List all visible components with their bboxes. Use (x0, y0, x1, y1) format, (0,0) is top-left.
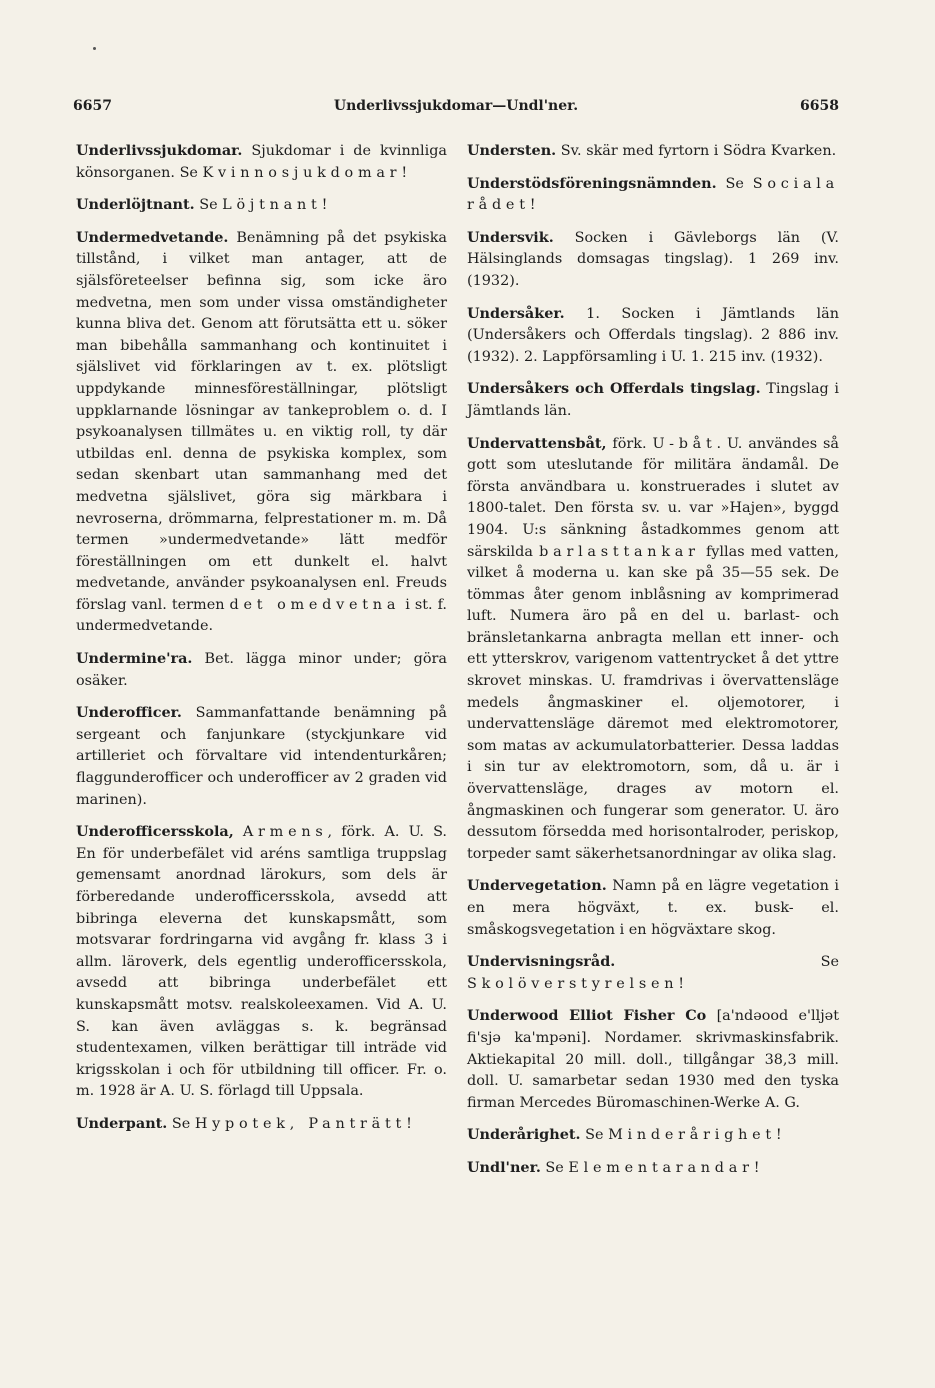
cross-reference: Minderårighet (608, 1127, 776, 1144)
headword: Underlivssjukdomar. (76, 142, 243, 159)
entry-undervegetation (467, 875, 839, 941)
entry-undersakers-tingslag (467, 378, 839, 422)
spaced-term: det omedvetna (229, 596, 401, 613)
entry-text: Sjukdomar i de kvinnliga könsorganen. Se (76, 143, 447, 181)
headword: Undermine'ra. (76, 650, 193, 668)
entry-text: ! (775, 1127, 782, 1144)
entry-text: Se (716, 175, 753, 192)
right-column (467, 140, 839, 1190)
left-column (76, 140, 447, 1146)
entry-text: ! (321, 197, 328, 214)
headword: Undersåkers och Offerdals tingslag. (467, 380, 761, 398)
entry-undiner (467, 1157, 839, 1180)
entry-undervattensbat (467, 433, 839, 866)
entry-underminera (76, 648, 447, 692)
entry-understen (467, 140, 839, 163)
entry-underarighet (467, 1124, 839, 1147)
headword: Undervisningsråd. (467, 953, 616, 971)
entry-text: ! (401, 164, 408, 181)
entry-underlojtnant (76, 194, 447, 217)
speck-mark (93, 47, 96, 50)
headword: Underårighet. (467, 1126, 581, 1144)
entry-text: Namn på en lägre vegetation i en mera högväxt, t. ex. busk- el. småskogsvegetation i en högväxtare skog. (467, 878, 839, 938)
entry-text: Bet. lägga minor under; göra osäker. (76, 651, 447, 689)
entry-undersvik (467, 227, 839, 293)
entry-text: 1. Socken i Jämtlands län (Undersåkers och Offerdals tingslag). 2 886 inv. (1932). 2. Lappförsamling i U. 1. 215 inv. (1932). (467, 305, 839, 365)
entry-text: ! (406, 1115, 412, 1132)
entry-underofficer (76, 702, 447, 811)
entry-text: förk. (606, 435, 653, 452)
entry-underofficersskola (76, 821, 447, 1103)
entry-text: Socken i Gävleborgs län (V. Hälsinglands domsagas tingslag). 1 269 inv. (1932). (467, 229, 839, 289)
entry-text: ! (529, 197, 536, 214)
entry-underlivssjukdomar (76, 140, 447, 184)
entry-text: Se (167, 1115, 195, 1132)
entry-text: Tingslag i Jämtlands län. (467, 381, 839, 419)
spaced-term: Armens (242, 824, 328, 841)
entry-text: Se (580, 1127, 609, 1144)
spaced-term: barlasttankar (539, 543, 700, 560)
cross-reference: Sociala rådet (467, 175, 839, 214)
headword: Understödsföreningsnämnden. (467, 174, 717, 192)
entry-text: ! (678, 975, 685, 992)
cross-reference: Löjtnant (222, 197, 322, 214)
headword: Underofficersskola, (76, 823, 234, 841)
page-number-left: 6657 (73, 98, 112, 114)
entry-understodsforeningsnamnden (467, 173, 839, 217)
page-number-right: 6658 (800, 98, 839, 114)
spaced-term: U-båt (652, 435, 717, 452)
headword: Underlöjtnant. (76, 196, 195, 214)
headword: Undervegetation. (467, 877, 607, 895)
headword: Underpant. (76, 1114, 168, 1132)
entry-text: . U. användes så gott som uteslutande för militära ändamål. De första användbara u. konstruerades i slutet av 1800-talet. Den första sv. u. var »Hajen», byggd 1904. U:s sänkning åstadkommes genom att särskilda (467, 435, 840, 560)
entry-text: , förk. A. U. S. En för underbefälet vid aréns samtliga truppslag gemensamt anordnad lärokurs, som dels är förberedande underofficersskola, avsedd att bibringa eleverna det kunskapsmått, som motsvarar fordringarna vid avgång fr. klass 3 i allm. läroverk, dels egentlig underofficersskola, avsedd att bibringa underbefälet ett kunskapsmått motsv. realskoleexamen. Vid A. U. S. kan även avläggas s. k. begränsad studentexamen, vilken berättigar till inträde vid krigsskolan i och för utbildning till officer. Fr. o. m. 1928 är A. U. S. förlagd till Uppsala. (76, 824, 447, 1100)
cross-reference: Elementarandar (568, 1159, 754, 1176)
entry-text: Se (540, 1159, 569, 1176)
entry-text: Se (615, 954, 839, 971)
cross-reference: Kvinnosjukdomar (202, 164, 402, 181)
headword: Understen. (467, 142, 557, 159)
entry-undervisningsrad (467, 951, 839, 995)
headword: Undersåker. (467, 304, 565, 322)
cross-reference: Hypotek, Panträtt (194, 1115, 407, 1132)
headword: Underwood Elliot Fisher Co (467, 1007, 707, 1025)
entry-undermedvetande (76, 227, 447, 638)
entry-text: Sv. skär med fyrtorn i Södra Kvarken. (556, 143, 837, 159)
cross-reference: Skolöverstyrelsen (467, 975, 679, 992)
entry-undersaker (467, 303, 839, 369)
entry-text: Se (194, 197, 223, 214)
headword: Underofficer. (76, 704, 182, 722)
headword: Undermedvetande. (76, 228, 229, 246)
entry-text: ! (753, 1159, 760, 1176)
entry-text: Benämning på det psykiska tillstånd, i vilket man antager, att de själsföreteelser befinna sig, som icke äro medvetna, men som under vissa omständigheter kunna bliva det. Genom att förutsätta ett u. söker man bibehålla sammanhang och kontinuitet i själslivet vid förklaringen av t. ex. plötsligt uppdykande minnesföreställningar, plötsligt uppklarnande lösningar av tankeproblem o. d. I psykoanalysen tillmätes u. en viktig roll, ty där utbildas enl. denna de psykiska komplex, som sedan skenbart utan sammanhang med det medvetna själslivet, göra sig märkbara i nevroserna, drömmarna, felprestationer m. m. Då termen »undermedvetande» lätt medför föreställningen om ett dunkelt el. halvt medvetande, använder psykoanalysen enl. Freuds förslag vanl. termen (76, 229, 447, 613)
entry-underpant (76, 1113, 447, 1136)
headword: Undervattensbåt, (467, 434, 607, 452)
entry-text: i st. f. undermedvetande. (76, 596, 447, 635)
entry-underwood (467, 1005, 839, 1114)
running-title: Underlivssjukdomar—Undl'ner. (333, 98, 579, 114)
headword: Undersvik. (467, 228, 554, 246)
running-header (73, 98, 839, 120)
entry-text: Sammanfattande benämning på sergeant och fanjunkare (styckjunkare vid artilleriet och förvaltare vid intendenturkåren; flaggunderofficer och underofficer av 2 graden vid marinen). (76, 705, 447, 808)
entry-text: fyllas med vatten, vilket å moderna u. kan ske på 35—55 sek. De tömmas åter genom inblåsning av komprimerad luft. Numera äro på en del u. barlast- och bränsletankarna anbragta mellan ett inner- och ett ytterskrov, varigenom vattentrycket å det yttre skrovet minskas. U. framdrivas i övervattensläge medels ångmaskiner el. oljemotorer, i undervattensläge däremot med elektromotorer, som matas av ackumulatorbatterier. Dessa laddas i sin tur av elektromotorn, som, då u. är i övervattensläge, drages av motorn el. ångmaskinen och fungerar som generator. U. äro dessutom försedda med horisontalroder, periskop, torpeder samt säkerhetsanordningar av olika slag. (467, 543, 839, 862)
entry-text: [a'ndəood e'lljət fi'sjə ka'mpəni]. Nordamer. skrivmaskinsfabrik. Aktiekapital 20 mill. doll., tillgångar 38,3 mill. doll. U. samarbetar sedan 1930 med den tyska firman Mercedes Büromaschinen-Werke A. G. (467, 1008, 839, 1111)
headword: Undl'ner. (467, 1158, 541, 1176)
